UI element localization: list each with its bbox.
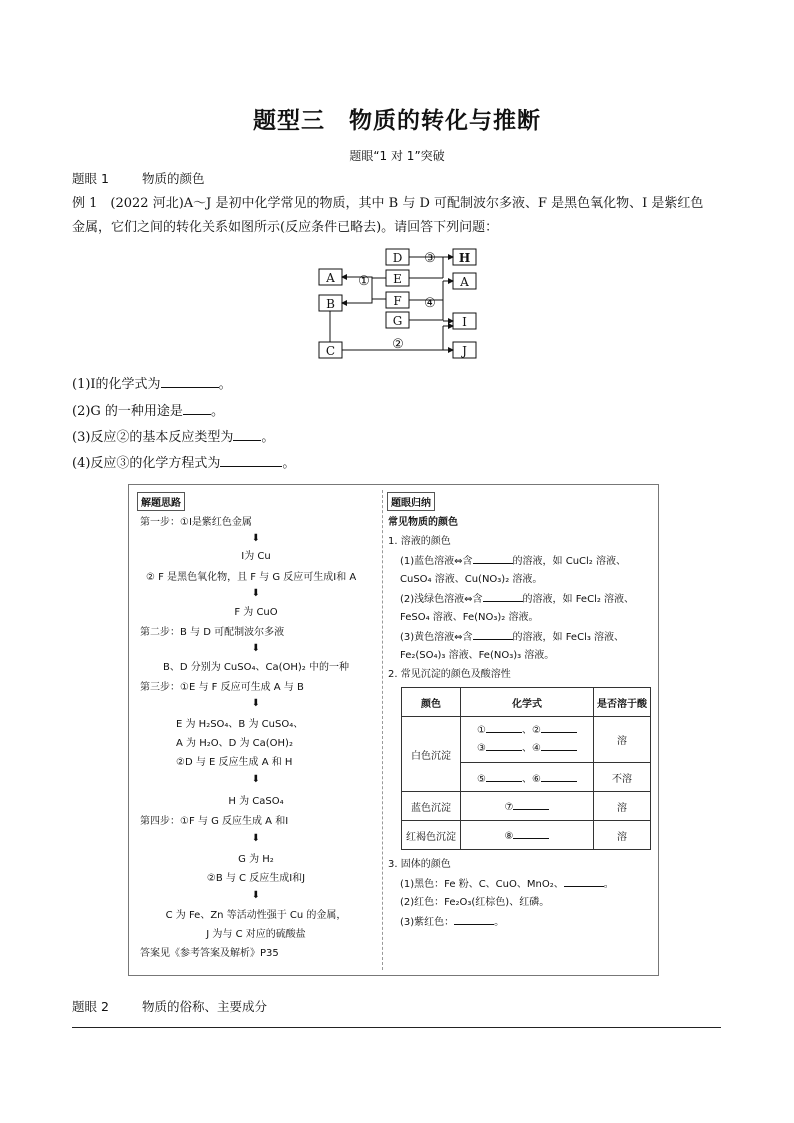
question-3-text: (3)反应②的基本反应类型为 xyxy=(72,430,234,445)
node-a2: A xyxy=(460,275,469,289)
subsection-solid-colors: 3. 固体的颜色 xyxy=(388,859,451,870)
section-name: 物质的颜色 xyxy=(142,171,205,186)
green-solution-line xyxy=(400,592,634,606)
subsection-precipitate: 2. 常见沉淀的颜色及酸溶性 xyxy=(388,669,511,680)
node-j: J xyxy=(462,344,467,358)
down-arrow-icon: ⬇ xyxy=(251,698,261,709)
text: 。 xyxy=(603,879,614,890)
reaction-3-label: ③ xyxy=(424,251,436,266)
fill-blank[interactable] xyxy=(564,877,604,887)
page-subtitle: 题眼“1 对 1”突破 xyxy=(349,149,445,163)
section-heading-1 xyxy=(72,169,205,187)
step-text: 第二步：B 与 D 可配制波尔多液 xyxy=(140,627,285,638)
step-text: 第三步：①E 与 F 反应可生成 A 与 B xyxy=(140,682,304,693)
header-formula: 化学式 xyxy=(461,688,594,717)
reaction-2-label: ② xyxy=(392,337,404,352)
cell-red-brown: 红褐色沉淀 xyxy=(402,821,461,850)
section-heading-2 xyxy=(72,997,267,1015)
fill-blank[interactable] xyxy=(486,723,522,733)
node-g: G xyxy=(392,314,403,328)
down-arrow-icon: ⬇ xyxy=(251,533,261,544)
cell-soluble: 溶 xyxy=(594,717,651,763)
black-solids-line xyxy=(400,877,614,891)
step-text: 第四步：①F 与 G 反应生成 A 和Ⅰ xyxy=(140,816,289,827)
fill-blank[interactable] xyxy=(513,800,549,810)
step-result: Ⅰ为 Cu xyxy=(241,551,271,562)
panel-divider xyxy=(382,490,383,970)
step-text: 第一步：①Ⅰ是紫红色金属 xyxy=(140,517,252,528)
page-title: 题型三 物质的转化与推断 xyxy=(253,108,541,134)
section-name: 物质的俗称、主要成分 xyxy=(142,999,268,1014)
question-3 xyxy=(72,426,274,445)
summary-tag: 题眼归纳 xyxy=(387,492,435,511)
example-text xyxy=(72,192,732,240)
fill-blank[interactable] xyxy=(541,723,577,733)
cell-formula-8: ⑧ xyxy=(461,821,594,850)
answer-blank-1[interactable] xyxy=(161,376,219,388)
question-4-text: (4)反应③的化学方程式为 xyxy=(72,456,221,471)
node-i: I xyxy=(462,315,467,329)
reaction-4-label: ④ xyxy=(424,296,436,311)
question-4 xyxy=(72,452,295,471)
question-3-end: 。 xyxy=(261,430,275,445)
cell-formula-7: ⑦ xyxy=(461,792,594,821)
question-4-end: 。 xyxy=(282,456,296,471)
fill-blank[interactable] xyxy=(513,829,549,839)
step-result: C 为 Fe、Zn 等活动性强于 Cu 的金属， xyxy=(165,910,347,921)
yellow-solution-line xyxy=(400,630,624,644)
node-c: C xyxy=(325,344,336,358)
text: 。 xyxy=(494,917,505,928)
blue-solution-examples: CuSO₄ 溶液、Cu(NO₃)₂ 溶液。 xyxy=(400,574,543,585)
node-a: A xyxy=(326,271,335,285)
node-e: E xyxy=(393,272,402,286)
text: 的溶液，如 FeCl₂ 溶液、 xyxy=(522,594,635,605)
header-color: 颜色 xyxy=(402,688,461,717)
fill-blank[interactable] xyxy=(541,772,577,782)
down-arrow-icon: ⬇ xyxy=(251,643,261,654)
text: (3)黄色溶液⇔含 xyxy=(400,632,473,643)
question-1-text: (1)I的化学式为 xyxy=(72,377,161,392)
question-2-text: (2)G 的一种用途是 xyxy=(72,404,183,419)
fill-blank[interactable] xyxy=(473,630,513,640)
question-1-end: 。 xyxy=(218,377,232,392)
text: (3)紫红色： xyxy=(400,917,455,928)
step-text: ② F 是黑色氧化物，且 F 与 G 反应可生成Ⅰ和 A xyxy=(146,572,357,583)
purple-solids-line xyxy=(400,915,504,929)
down-arrow-icon: ⬇ xyxy=(251,774,261,785)
question-1 xyxy=(72,373,232,392)
section-label: 题眼 2 xyxy=(72,999,109,1014)
reaction-1-label: ① xyxy=(358,274,370,289)
cell-soluble: 溶 xyxy=(594,792,651,821)
cell-soluble: 溶 xyxy=(594,821,651,850)
cell-insoluble: 不溶 xyxy=(594,763,651,792)
node-f: F xyxy=(393,294,402,308)
text: (1)黑色：Fe 粉、C、CuO、MnO₂、 xyxy=(400,879,564,890)
node-d: D xyxy=(392,251,403,265)
green-solution-examples: FeSO₄ 溶液、Fe(NO₃)₂ 溶液。 xyxy=(400,612,539,623)
summary-heading: 常见物质的颜色 xyxy=(388,517,458,528)
precipitate-table xyxy=(401,687,651,850)
node-h: H xyxy=(458,251,471,265)
step-result: H 为 CaSO₄ xyxy=(228,796,284,807)
text: 的溶液，如 CuCl₂ 溶液、 xyxy=(512,556,626,567)
section-label: 题眼 1 xyxy=(72,171,109,186)
text: 的溶液，如 FeCl₃ 溶液、 xyxy=(512,632,625,643)
fill-blank[interactable] xyxy=(473,554,513,564)
divider-line xyxy=(72,1027,721,1028)
text: (2)浅绿色溶液⇔含 xyxy=(400,594,483,605)
answer-blank-4[interactable] xyxy=(220,455,282,467)
question-2-end: 。 xyxy=(210,404,224,419)
fill-blank[interactable] xyxy=(454,915,494,925)
question-2 xyxy=(72,400,224,419)
step-text: ②D 与 E 反应生成 A 和 H xyxy=(176,757,293,768)
fill-blank[interactable] xyxy=(486,772,522,782)
cell-formula-1-4: ① 、② ③ 、④ xyxy=(461,717,594,763)
step-result: F 为 CuO xyxy=(234,607,278,618)
cell-blue: 蓝色沉淀 xyxy=(402,792,461,821)
blue-solution-line xyxy=(400,554,626,568)
example-line-2: 金属，它们之间的转化关系如图所示(反应条件已略去)。请回答下列问题： xyxy=(72,220,499,235)
step-result: G 为 H₂ xyxy=(238,854,274,865)
fill-blank[interactable] xyxy=(486,741,522,751)
cell-formula-5-6: ⑤ 、⑥ xyxy=(461,763,594,792)
step-text: ②B 与 C 反应生成Ⅰ和J xyxy=(206,873,306,884)
node-b: B xyxy=(326,297,335,311)
text: (1)蓝色溶液⇔含 xyxy=(400,556,473,567)
down-arrow-icon: ⬇ xyxy=(251,833,261,844)
transformation-diagram xyxy=(310,244,490,362)
down-arrow-icon: ⬇ xyxy=(251,588,261,599)
example-line-1: 例 1 (2022 河北)A～J 是初中化学常见的物质，其中 B 与 D 可配制波尔多液、F 是黑色氧化物、I 是紫红色 xyxy=(72,196,704,211)
step-result: A 为 H₂O、D 为 Ca(OH)₂ xyxy=(176,738,293,749)
answer-blank-3[interactable] xyxy=(233,429,261,441)
answer-blank-2[interactable] xyxy=(183,403,211,415)
step-result: J 为与 C 对应的硫酸盐 xyxy=(206,929,306,940)
yellow-solution-examples: Fe₂(SO₄)₃ 溶液、Fe(NO₃)₃ 溶液。 xyxy=(400,650,555,661)
down-arrow-icon: ⬇ xyxy=(251,890,261,901)
answer-reference: 答案见《参考答案及解析》P35 xyxy=(140,948,279,959)
header-acid-soluble: 是否溶于酸 xyxy=(594,688,651,717)
red-solids-line: (2)红色：Fe₂O₃(红棕色)、红磷。 xyxy=(400,897,550,908)
step-result: B、D 分别为 CuSO₄、Ca(OH)₂ 中的一种 xyxy=(163,662,349,673)
fill-blank[interactable] xyxy=(483,592,523,602)
fill-blank[interactable] xyxy=(541,741,577,751)
step-result: E 为 H₂SO₄、B 为 CuSO₄、 xyxy=(176,719,304,730)
cell-white: 白色沉淀 xyxy=(402,717,461,792)
solution-tag: 解题思路 xyxy=(137,492,185,511)
subsection-solution-colors: 1. 溶液的颜色 xyxy=(388,536,451,547)
